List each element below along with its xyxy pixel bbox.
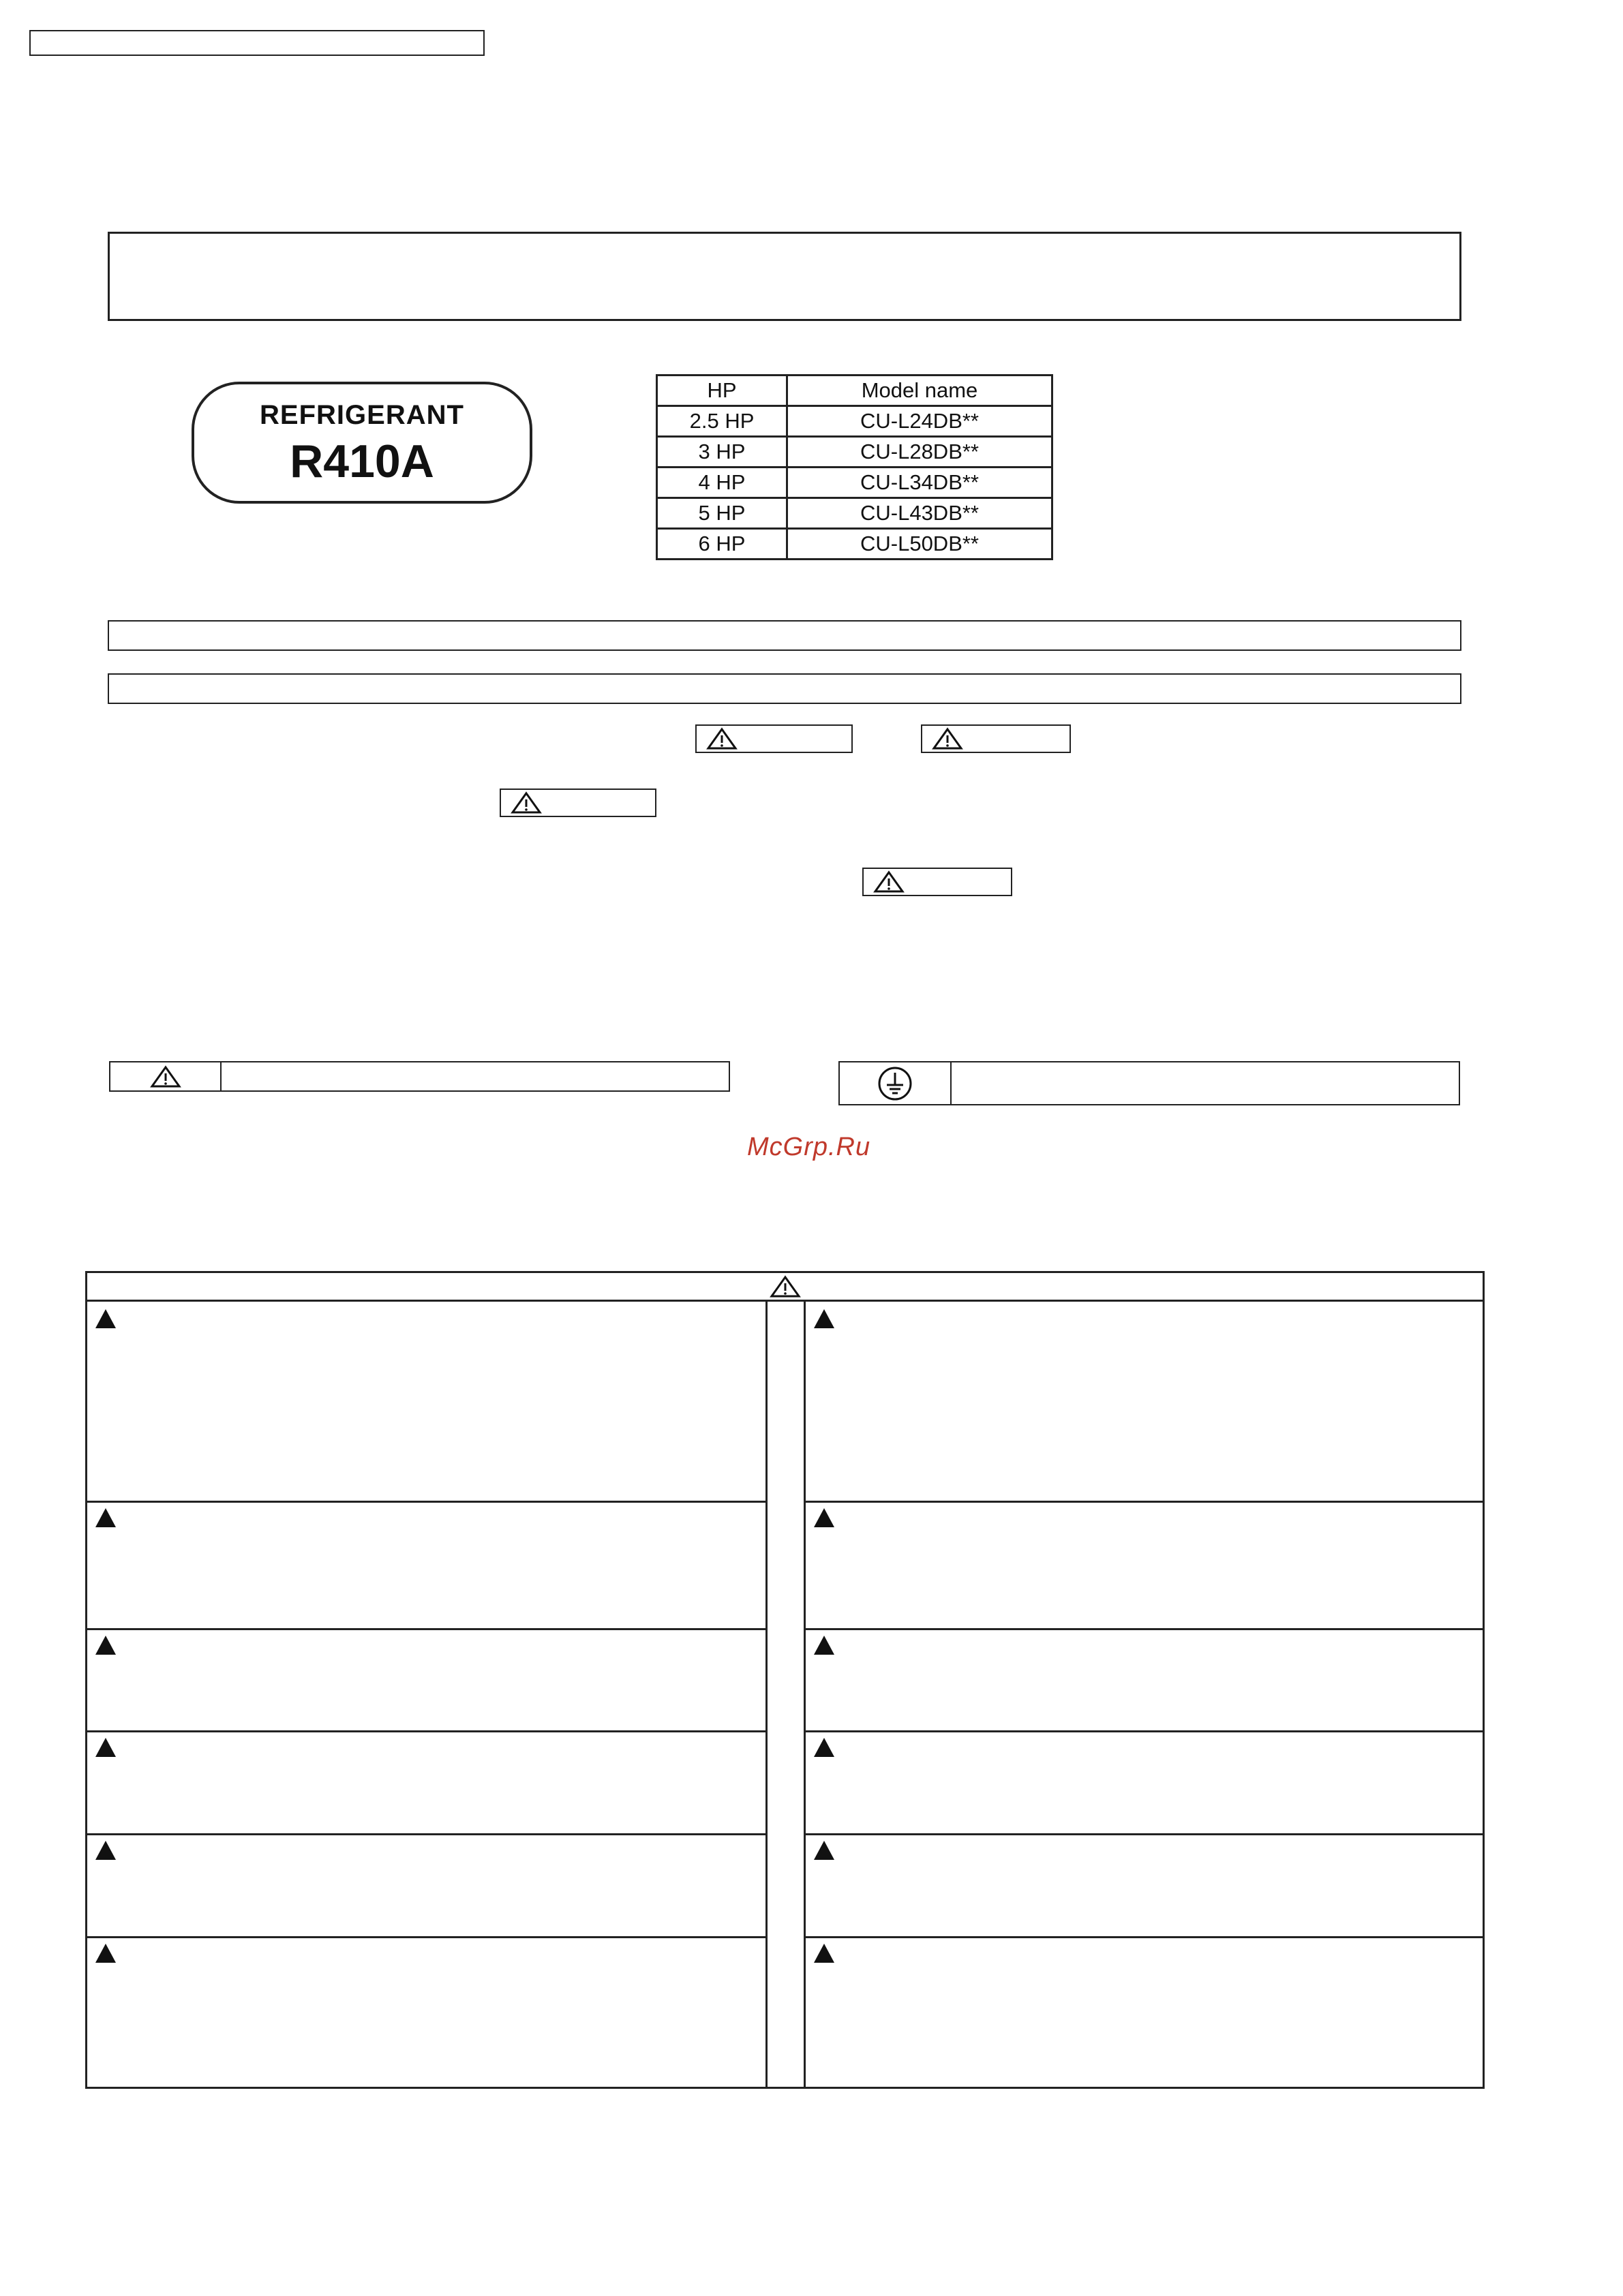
hp-cell: 3 HP [657,437,787,468]
table-row [657,529,1052,560]
legend-symbol-cell [840,1062,952,1104]
warning-label [695,724,853,753]
earth-ground-icon [876,1066,914,1101]
section-heading-bar [108,673,1461,704]
filled-triangle-bullet-icon [814,1944,834,1963]
model-cell: CU-L24DB** [787,406,1052,437]
warning-triangle-icon [705,727,739,750]
column-divider [804,1302,806,2087]
row-divider [806,1501,1483,1503]
hp-cell: 2.5 HP [657,406,787,437]
warning-label [500,789,656,817]
row-divider [87,1501,765,1503]
filled-triangle-bullet-icon [814,1309,834,1328]
legend-symbol-cell [110,1062,222,1090]
warning-triangle-icon [872,870,906,893]
refrigerant-label: REFRIGERANT [260,399,464,430]
filled-triangle-bullet-icon [95,1508,116,1527]
table-header-row [657,376,1052,406]
hp-cell: 4 HP [657,468,787,498]
row-divider [87,1936,765,1938]
model-cell: CU-L50DB** [787,529,1052,560]
earth-symbol-legend [838,1061,1460,1105]
row-divider [806,1833,1483,1835]
warning-label [921,724,1071,753]
table-row [657,406,1052,437]
row-divider [806,1936,1483,1938]
watermark: McGrp.Ru [747,1133,871,1161]
refrigerant-badge [192,382,532,504]
warning-symbol-legend [109,1061,730,1092]
section-heading-bar [108,620,1461,651]
hp-cell: 5 HP [657,498,787,529]
title-box [108,232,1461,321]
table-row [657,437,1052,468]
header-label-box [29,30,485,56]
filled-triangle-bullet-icon [95,1841,116,1860]
warning-triangle-icon [509,791,543,814]
model-cell: CU-L28DB** [787,437,1052,468]
column-divider [765,1302,768,2087]
warning-label [862,868,1012,896]
warning-triangle-icon [930,727,965,750]
filled-triangle-bullet-icon [95,1738,116,1757]
warning-table-header [87,1273,1483,1302]
row-divider [806,1730,1483,1732]
model-cell: CU-L43DB** [787,498,1052,529]
refrigerant-type: R410A [290,435,434,487]
filled-triangle-bullet-icon [814,1738,834,1757]
row-divider [87,1730,765,1732]
row-divider [87,1833,765,1835]
row-divider [806,1628,1483,1630]
warning-triangle-icon [149,1065,183,1088]
row-divider [87,1628,765,1630]
model-cell: CU-L34DB** [787,468,1052,498]
column-header-hp: HP [657,376,787,406]
filled-triangle-bullet-icon [814,1841,834,1860]
warning-table [85,1271,1485,2089]
filled-triangle-bullet-icon [814,1508,834,1527]
table-row [657,468,1052,498]
column-header-model: Model name [787,376,1052,406]
model-table [656,374,1053,560]
filled-triangle-bullet-icon [814,1636,834,1655]
filled-triangle-bullet-icon [95,1944,116,1963]
filled-triangle-bullet-icon [95,1309,116,1328]
hp-cell: 6 HP [657,529,787,560]
filled-triangle-bullet-icon [95,1636,116,1655]
table-row [657,498,1052,529]
warning-triangle-icon [768,1275,802,1298]
